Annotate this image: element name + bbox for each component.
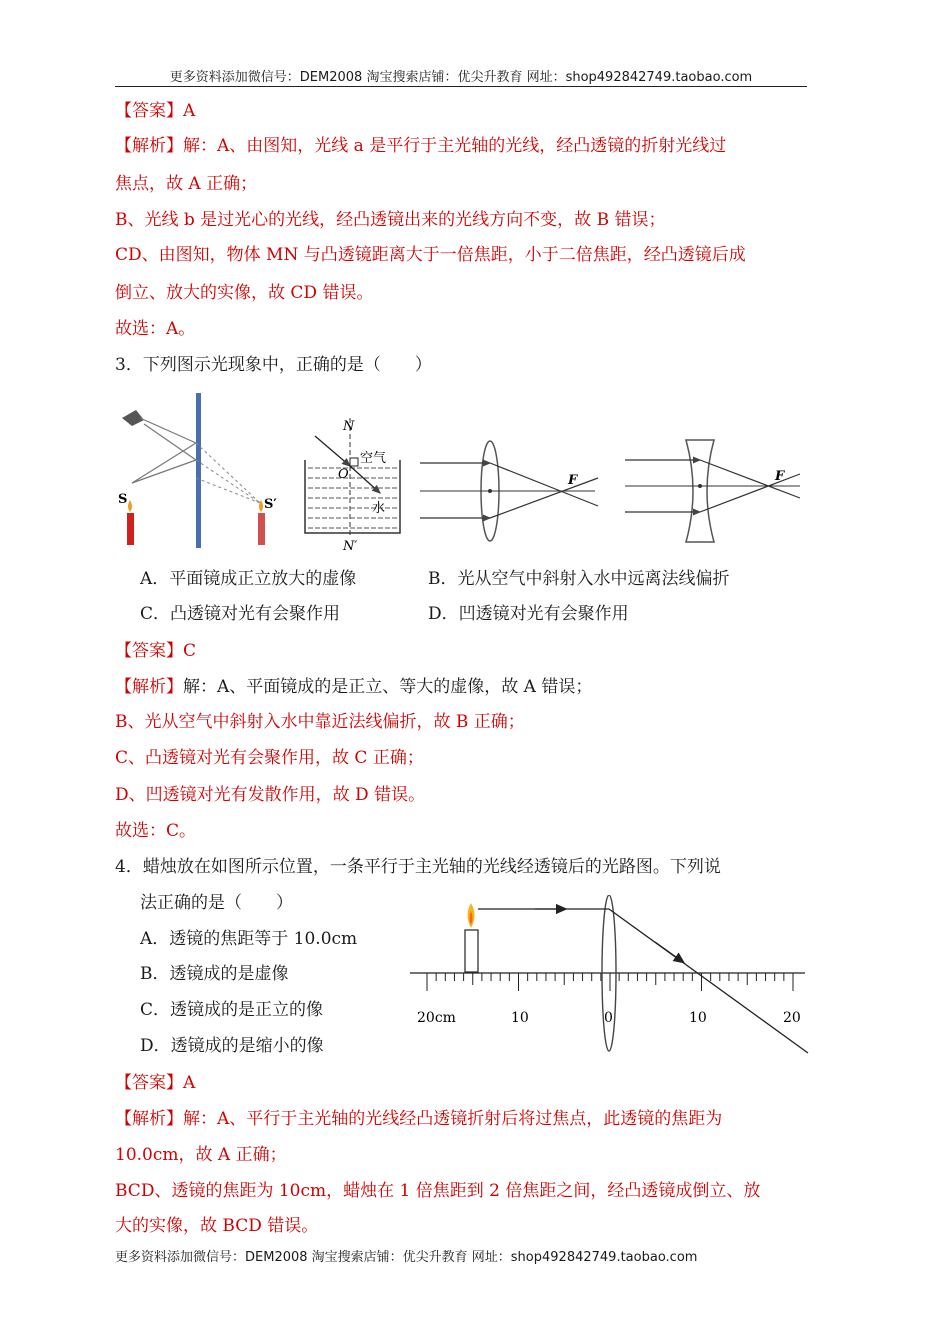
- choice-1: 故选：A。: [115, 319, 196, 339]
- analysis-1-line-5: 倒立、放大的实像，故 CD 错误。: [115, 283, 374, 303]
- q3-stem: 3．下列图示光现象中，正确的是（ ）: [115, 355, 432, 375]
- mirror: [196, 393, 201, 548]
- analysis-1-line-1: 【解析】解：A、由图知，光线 a 是平行于主光轴的光线，经凸透镜的折射光线过: [115, 136, 727, 156]
- label-N-prime: N′: [343, 539, 358, 554]
- label-air: 空气: [360, 451, 387, 466]
- q4-option-d: D．透镜成的是缩小的像: [140, 1036, 324, 1056]
- q3-figures: [110, 388, 810, 558]
- analysis-1-line-4: CD、由图知，物体 MN 与凸透镜距离大于一倍焦距，小于二倍焦距，经凸透镜后成: [115, 245, 746, 265]
- label-water: 水: [372, 501, 386, 516]
- refracted-ray: [609, 909, 808, 1053]
- answer-4: 【答案】A: [115, 1073, 196, 1093]
- candle-right: [258, 513, 265, 545]
- q4-option-b: B．透镜成的是虚像: [140, 964, 289, 984]
- refracted-ray: [350, 466, 380, 493]
- incident-ray: [315, 436, 350, 466]
- analysis-4-line-1: 【解析】解：A、平行于主光轴的光线经凸透镜折射后将过焦点，此透镜的焦距为: [115, 1109, 723, 1129]
- ruler-label-20-right: 20: [783, 1010, 801, 1026]
- analysis-3-line-3: C、凸透镜对光有会聚作用，故 C 正确；: [115, 748, 424, 768]
- analysis-label: 【解析】: [115, 136, 183, 156]
- label-O: O: [338, 467, 349, 482]
- analysis-4-line-4: 大的实像，故 BCD 错误。: [115, 1216, 319, 1236]
- q3-option-c: C．凸透镜对光有会聚作用: [140, 604, 341, 624]
- answer-3: 【答案】C: [115, 641, 197, 661]
- concave-lens: [686, 440, 714, 542]
- q3-option-d: D．凹透镜对光有会聚作用: [428, 604, 629, 624]
- q4-stem-line-1: 4．蜡烛放在如图所示位置，一条平行于主光轴的光线经透镜后的光路图。下列说: [115, 857, 721, 877]
- q4-option-a: A．透镜的焦距等于 10.0cm: [140, 929, 358, 949]
- analysis-1-line-2: 焦点，故 A 正确；: [115, 174, 258, 194]
- convex-lens-figure: [420, 441, 598, 541]
- candle: [465, 930, 478, 972]
- analysis-3-line-2: B、光从空气中斜射入水中靠近法线偏折，故 B 正确；: [115, 712, 525, 732]
- q3-option-a: A．平面镜成正立放大的虚像: [140, 569, 357, 589]
- analysis-3-line-4: D、凹透镜对光有发散作用，故 D 错误。: [115, 785, 426, 805]
- page-footer: 更多资料添加微信号：DEM2008 淘宝搜索店铺：优尖升教育 网址：shop492842749.taobao.com: [115, 1250, 698, 1265]
- ruler-label-20cm-left: 20cm: [417, 1010, 456, 1026]
- answer-1: 【答案】A: [115, 101, 196, 121]
- candle-left: [127, 513, 134, 545]
- label-S-prime: S′: [264, 497, 277, 512]
- page-header: 更多资料添加微信号：DEM2008 淘宝搜索店铺：优尖升教育 网址：shop492842749.taobao.com: [169, 70, 753, 85]
- q4-lens-ruler-figure: [405, 895, 810, 1060]
- concave-lens-figure: [625, 440, 800, 542]
- analysis-3-line-1: 【解析】解：A、平面镜成的是正立、等大的虚像，故 A 错误；: [115, 677, 593, 697]
- analysis-4-line-3: BCD、透镜的焦距为 10cm，蜡烛在 1 倍焦距到 2 倍焦距之间，经凸透镜成倒立、放: [115, 1181, 761, 1201]
- ruler-label-0: 0: [604, 1010, 613, 1026]
- ruler-label-10-left: 10: [511, 1010, 529, 1026]
- label-S: S: [118, 492, 128, 507]
- water-tank: [305, 460, 400, 533]
- label-F-convex: F: [568, 473, 578, 488]
- refraction-figure: [305, 418, 400, 554]
- plane-mirror-figure: [118, 393, 277, 548]
- choice-3: 故选：C。: [115, 821, 197, 841]
- q3-option-b: B．光从空气中斜射入水中远离法线偏折: [428, 569, 730, 589]
- q4-option-c: C．透镜成的是正立的像: [140, 1000, 324, 1020]
- label-N: N: [343, 419, 355, 434]
- label-F-concave: F: [775, 469, 785, 484]
- q4-stem-line-2: 法正确的是（ ）: [140, 893, 293, 913]
- ruler-label-10-right: 10: [689, 1010, 707, 1026]
- analysis-4-line-2: 10.0cm，故 A 正确；: [115, 1145, 287, 1165]
- analysis-1-line-3: B、光线 b 是过光心的光线，经凸透镜出来的光线方向不变，故 B 错误；: [115, 210, 666, 230]
- header-rule: [115, 86, 807, 87]
